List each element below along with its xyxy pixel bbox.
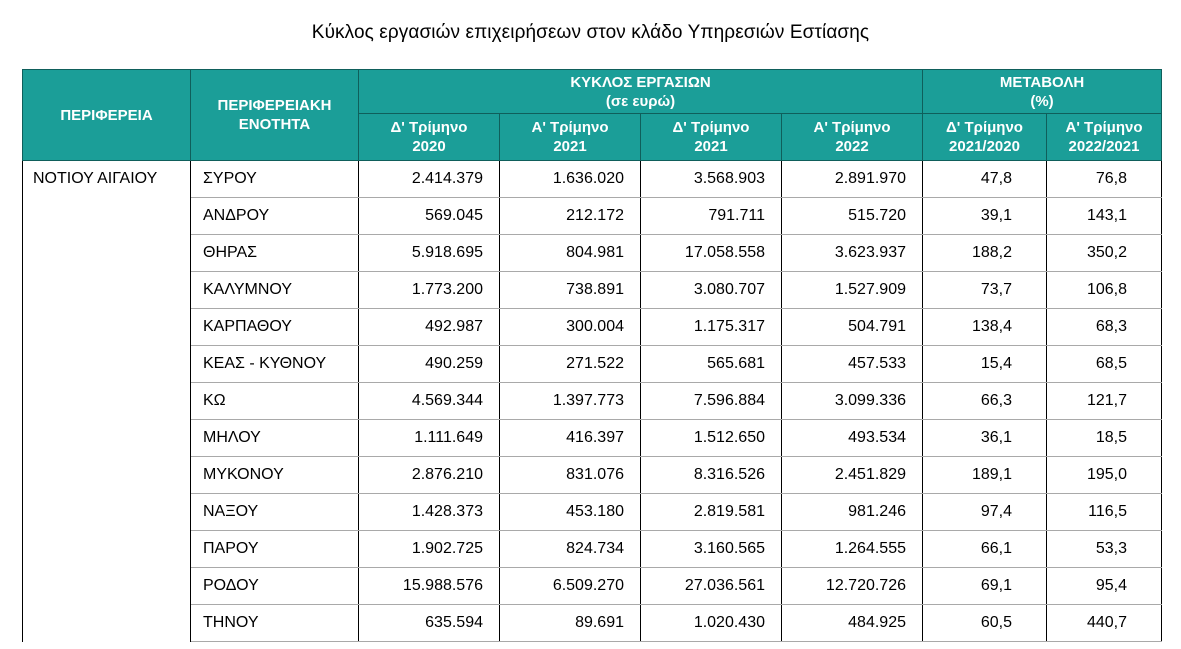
- turnover-value-cell: 1.636.020: [500, 161, 641, 198]
- header-period-year: 2021/2020: [949, 138, 1020, 155]
- change-percent-cell: 36,1: [923, 420, 1047, 457]
- turnover-value-cell: 565.681: [641, 346, 782, 383]
- change-percent-cell: 143,1: [1047, 198, 1162, 235]
- change-percent-cell: 97,4: [923, 494, 1047, 531]
- turnover-value-cell: 1.264.555: [782, 531, 923, 568]
- turnover-value-cell: 17.058.558: [641, 235, 782, 272]
- turnover-value-cell: 1.512.650: [641, 420, 782, 457]
- header-period-quarter: Α' Τρίμηνο: [813, 119, 891, 136]
- turnover-value-cell: 4.569.344: [359, 383, 500, 420]
- header-period-5: [1047, 114, 1162, 161]
- turnover-value-cell: 493.534: [782, 420, 923, 457]
- change-percent-cell: 68,5: [1047, 346, 1162, 383]
- header-turnover: [359, 70, 923, 114]
- turnover-value-cell: 6.509.270: [500, 568, 641, 605]
- turnover-value-cell: 492.987: [359, 309, 500, 346]
- turnover-value-cell: 2.891.970: [782, 161, 923, 198]
- turnover-value-cell: 1.773.200: [359, 272, 500, 309]
- turnover-value-cell: 738.891: [500, 272, 641, 309]
- header-period-year: 2021: [694, 138, 728, 155]
- table-row: [23, 605, 1162, 642]
- change-percent-cell: 66,3: [923, 383, 1047, 420]
- turnover-value-cell: 2.819.581: [641, 494, 782, 531]
- change-percent-cell: 138,4: [923, 309, 1047, 346]
- table-row: [23, 309, 1162, 346]
- regional-unit-cell: ΡΟΔΟΥ: [191, 568, 359, 605]
- header-change: [923, 70, 1162, 114]
- turnover-value-cell: 3.080.707: [641, 272, 782, 309]
- turnover-value-cell: 569.045: [359, 198, 500, 235]
- turnover-value-cell: 831.076: [500, 457, 641, 494]
- header-period-quarter: Α' Τρίμηνο: [531, 119, 609, 136]
- turnover-value-cell: 824.734: [500, 531, 641, 568]
- table-body: [23, 161, 1162, 642]
- turnover-value-cell: 484.925: [782, 605, 923, 642]
- turnover-value-cell: 300.004: [500, 309, 641, 346]
- change-percent-cell: 95,4: [1047, 568, 1162, 605]
- change-percent-cell: 116,5: [1047, 494, 1162, 531]
- change-percent-cell: 76,8: [1047, 161, 1162, 198]
- turnover-value-cell: 804.981: [500, 235, 641, 272]
- regional-unit-cell: ΚΑΛΥΜΝΟΥ: [191, 272, 359, 309]
- table-row: [23, 235, 1162, 272]
- change-percent-cell: 15,4: [923, 346, 1047, 383]
- turnover-value-cell: 1.020.430: [641, 605, 782, 642]
- regional-unit-cell: ΑΝΔΡΟΥ: [191, 198, 359, 235]
- change-percent-cell: 106,8: [1047, 272, 1162, 309]
- region-cell: ΝΟΤΙΟΥ ΑΙΓΑΙΟΥ: [23, 161, 191, 642]
- turnover-value-cell: 5.918.695: [359, 235, 500, 272]
- regional-unit-cell: ΜΥΚΟΝΟΥ: [191, 457, 359, 494]
- header-period-0: [359, 114, 500, 161]
- table-row: [23, 161, 1162, 198]
- table-row: [23, 383, 1162, 420]
- header-regional-unit-line2: ΕΝΟΤΗΤΑ: [238, 116, 311, 133]
- change-percent-cell: 73,7: [923, 272, 1047, 309]
- change-percent-cell: 121,7: [1047, 383, 1162, 420]
- header-period-year: 2021: [553, 138, 587, 155]
- header-period-3: [782, 114, 923, 161]
- change-percent-cell: 69,1: [923, 568, 1047, 605]
- turnover-value-cell: 515.720: [782, 198, 923, 235]
- table-row: [23, 568, 1162, 605]
- turnover-value-cell: 2.876.210: [359, 457, 500, 494]
- turnover-value-cell: 3.623.937: [782, 235, 923, 272]
- regional-unit-cell: ΘΗΡΑΣ: [191, 235, 359, 272]
- turnover-value-cell: 1.428.373: [359, 494, 500, 531]
- header-period-quarter: Δ' Τρίμηνο: [946, 119, 1023, 136]
- turnover-value-cell: 89.691: [500, 605, 641, 642]
- turnover-value-cell: 1.111.649: [359, 420, 500, 457]
- turnover-value-cell: 212.172: [500, 198, 641, 235]
- turnover-table: [22, 69, 1162, 642]
- regional-unit-cell: ΝΑΞΟΥ: [191, 494, 359, 531]
- header-change-line2: (%): [1030, 92, 1054, 110]
- regional-unit-cell: ΤΗΝΟΥ: [191, 605, 359, 642]
- header-period-2: [641, 114, 782, 161]
- turnover-value-cell: 416.397: [500, 420, 641, 457]
- turnover-value-cell: 635.594: [359, 605, 500, 642]
- header-change-line1: ΜΕΤΑΒΟΛΗ: [999, 73, 1085, 91]
- table-row: [23, 198, 1162, 235]
- turnover-value-cell: 3.160.565: [641, 531, 782, 568]
- header-turnover-line1: ΚΥΚΛΟΣ ΕΡΓΑΣΙΩΝ: [570, 73, 711, 91]
- change-percent-cell: 350,2: [1047, 235, 1162, 272]
- change-percent-cell: 53,3: [1047, 531, 1162, 568]
- turnover-value-cell: 2.414.379: [359, 161, 500, 198]
- header-period-1: [500, 114, 641, 161]
- turnover-value-cell: 8.316.526: [641, 457, 782, 494]
- turnover-value-cell: 504.791: [782, 309, 923, 346]
- change-percent-cell: 195,0: [1047, 457, 1162, 494]
- header-region: ΠΕΡΙΦΕΡΕΙΑ: [23, 70, 191, 161]
- turnover-value-cell: 7.596.884: [641, 383, 782, 420]
- turnover-value-cell: 791.711: [641, 198, 782, 235]
- turnover-value-cell: 981.246: [782, 494, 923, 531]
- turnover-value-cell: 1.527.909: [782, 272, 923, 309]
- turnover-value-cell: 1.175.317: [641, 309, 782, 346]
- table-row: [23, 420, 1162, 457]
- table-header: [23, 70, 1162, 161]
- turnover-value-cell: 27.036.561: [641, 568, 782, 605]
- header-turnover-line2: (σε ευρώ): [605, 92, 676, 110]
- turnover-value-cell: 490.259: [359, 346, 500, 383]
- header-period-year: 2022: [835, 138, 869, 155]
- header-period-quarter: Α' Τρίμηνο: [1065, 119, 1143, 136]
- table-row: [23, 531, 1162, 568]
- change-percent-cell: 66,1: [923, 531, 1047, 568]
- header-regional-unit-line1: ΠΕΡΙΦΕΡΕΙΑΚΗ: [217, 97, 332, 114]
- turnover-value-cell: 3.568.903: [641, 161, 782, 198]
- change-percent-cell: 47,8: [923, 161, 1047, 198]
- turnover-value-cell: 1.902.725: [359, 531, 500, 568]
- regional-unit-cell: ΚΑΡΠΑΘΟΥ: [191, 309, 359, 346]
- regional-unit-cell: ΜΗΛΟΥ: [191, 420, 359, 457]
- table-row: [23, 346, 1162, 383]
- turnover-value-cell: 453.180: [500, 494, 641, 531]
- change-percent-cell: 18,5: [1047, 420, 1162, 457]
- change-percent-cell: 188,2: [923, 235, 1047, 272]
- change-percent-cell: 68,3: [1047, 309, 1162, 346]
- table-row: [23, 457, 1162, 494]
- header-period-4: [923, 114, 1047, 161]
- document-title: Κύκλος εργασιών επιχειρήσεων στον κλάδο Υπηρεσιών Εστίασης: [311, 22, 870, 43]
- table-row: [23, 272, 1162, 309]
- header-period-quarter: Δ' Τρίμηνο: [390, 119, 468, 136]
- change-percent-cell: 440,7: [1047, 605, 1162, 642]
- turnover-value-cell: 1.397.773: [500, 383, 641, 420]
- turnover-value-cell: 12.720.726: [782, 568, 923, 605]
- header-period-year: 2022/2021: [1068, 138, 1140, 155]
- change-percent-cell: 189,1: [923, 457, 1047, 494]
- turnover-value-cell: 457.533: [782, 346, 923, 383]
- regional-unit-cell: ΣΥΡΟΥ: [191, 161, 359, 198]
- header-period-quarter: Δ' Τρίμηνο: [672, 119, 750, 136]
- table-row: [23, 494, 1162, 531]
- turnover-value-cell: 3.099.336: [782, 383, 923, 420]
- turnover-value-cell: 271.522: [500, 346, 641, 383]
- header-period-year: 2020: [412, 138, 446, 155]
- change-percent-cell: 39,1: [923, 198, 1047, 235]
- turnover-value-cell: 15.988.576: [359, 568, 500, 605]
- turnover-value-cell: 2.451.829: [782, 457, 923, 494]
- regional-unit-cell: ΠΑΡΟΥ: [191, 531, 359, 568]
- regional-unit-cell: ΚΕΑΣ - ΚΥΘΝΟΥ: [191, 346, 359, 383]
- change-percent-cell: 60,5: [923, 605, 1047, 642]
- regional-unit-cell: ΚΩ: [191, 383, 359, 420]
- header-regional-unit: [191, 70, 359, 161]
